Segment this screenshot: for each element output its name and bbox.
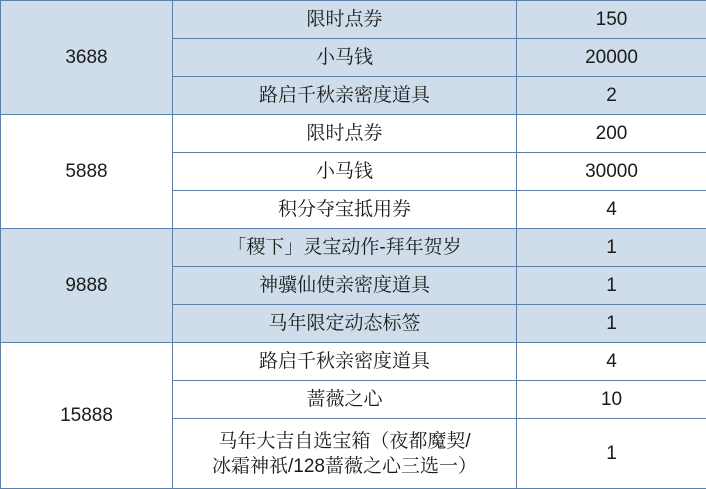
item-text-line-2: 冰霜神祇/128蔷薇之心三选一）: [212, 455, 477, 477]
quantity-cell: 2: [517, 77, 706, 115]
item-cell: 限时点券: [173, 115, 517, 153]
quantity-cell: 1: [517, 267, 706, 305]
item-cell: 限时点券: [173, 1, 517, 39]
tier-cell: 15888: [1, 343, 173, 489]
item-cell: 「稷下」灵宝动作-拜年贺岁: [173, 229, 517, 267]
quantity-cell: 4: [517, 191, 706, 229]
quantity-cell: 1: [517, 305, 706, 343]
item-cell: 路启千秋亲密度道具: [173, 343, 517, 381]
item-cell: 路启千秋亲密度道具: [173, 77, 517, 115]
table-row: [1, 343, 706, 381]
item-cell: [173, 419, 517, 489]
table-row: [1, 229, 706, 267]
table-row: [1, 1, 706, 39]
tier-cell: 5888: [1, 115, 173, 229]
item-cell: 积分夺宝抵用券: [173, 191, 517, 229]
quantity-cell: 10: [517, 381, 706, 419]
item-cell: 小马钱: [173, 153, 517, 191]
item-cell: 蔷薇之心: [173, 381, 517, 419]
quantity-cell: 150: [517, 1, 706, 39]
tier-cell: 3688: [1, 1, 173, 115]
quantity-cell: 30000: [517, 153, 706, 191]
reward-table-body: [1, 1, 706, 489]
item-cell: 马年限定动态标签: [173, 305, 517, 343]
quantity-cell: 200: [517, 115, 706, 153]
quantity-cell: 1: [517, 229, 706, 267]
quantity-cell: 20000: [517, 39, 706, 77]
quantity-cell: 1: [517, 419, 706, 489]
tier-cell: 9888: [1, 229, 173, 343]
item-cell: 神骥仙使亲密度道具: [173, 267, 517, 305]
item-text-line-1: 马年大吉自选宝箱（夜都魔契/: [218, 430, 471, 452]
item-cell: 小马钱: [173, 39, 517, 77]
table-row: [1, 115, 706, 153]
quantity-cell: 4: [517, 343, 706, 381]
